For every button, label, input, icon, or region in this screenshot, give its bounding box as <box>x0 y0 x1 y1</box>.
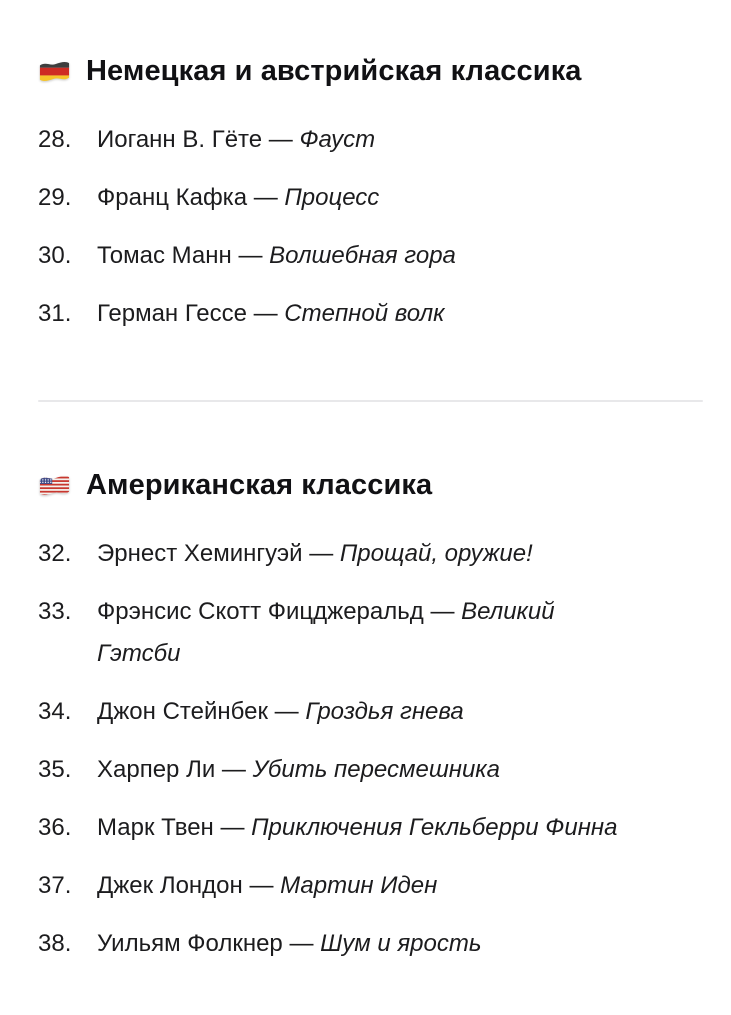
book-list <box>38 119 703 335</box>
item-title: Мартин Иден <box>280 872 438 899</box>
list-item <box>38 807 703 849</box>
item-separator: — <box>274 698 299 725</box>
item-text <box>97 807 703 849</box>
item-title: Волшебная гора <box>269 242 456 269</box>
section <box>38 54 703 335</box>
list-item <box>38 591 703 675</box>
item-author: Герман Гессе <box>97 300 247 327</box>
list-item <box>38 749 703 791</box>
item-separator: — <box>221 756 246 783</box>
item-text <box>97 749 703 791</box>
item-title: Приключения Гекльберри Финна <box>251 814 618 841</box>
list-item <box>38 533 703 575</box>
item-number: 34. <box>38 698 72 725</box>
item-number: 31. <box>38 300 72 327</box>
list-item <box>38 691 703 733</box>
sections-container <box>38 54 703 965</box>
item-separator: — <box>249 872 274 899</box>
list-item <box>38 923 703 965</box>
item-text <box>97 591 587 675</box>
item-author: Фрэнсис Скотт Фицджеральд <box>97 598 424 625</box>
item-number: 33. <box>38 598 72 625</box>
item-text <box>97 177 703 219</box>
item-author: Эрнест Хемингуэй <box>97 540 303 567</box>
item-text <box>97 865 703 907</box>
item-text <box>97 691 703 733</box>
list-item <box>38 177 703 219</box>
item-number: 38. <box>38 930 72 957</box>
item-title: Шум и ярость <box>320 930 482 957</box>
list-item <box>38 235 703 277</box>
item-number: 29. <box>38 184 72 211</box>
item-number: 28. <box>38 126 72 153</box>
item-separator: — <box>268 126 293 153</box>
item-separator: — <box>309 540 334 567</box>
item-text <box>97 119 703 161</box>
item-text <box>97 293 703 335</box>
section-divider <box>38 400 703 402</box>
item-separator: — <box>220 814 245 841</box>
item-author: Томас Манн <box>97 242 232 269</box>
item-author: Франц Кафка <box>97 184 248 211</box>
item-title: Фауст <box>299 126 376 153</box>
item-title: Степной волк <box>284 300 445 327</box>
item-author: Марк Твен <box>97 814 214 841</box>
item-number: 30. <box>38 242 72 269</box>
item-separator: — <box>238 242 263 269</box>
item-author: Харпер Ли <box>97 756 216 783</box>
item-number: 32. <box>38 540 72 567</box>
section-header <box>38 468 703 502</box>
list-item <box>38 293 703 335</box>
item-separator: — <box>430 598 455 625</box>
list-item <box>38 865 703 907</box>
item-title: Процесс <box>284 184 380 211</box>
item-separator: — <box>289 930 314 957</box>
item-title: Великий Гэтсби <box>97 598 555 667</box>
item-text <box>97 923 703 965</box>
item-number: 37. <box>38 872 72 899</box>
item-author: Уильям Фолкнер <box>97 930 283 957</box>
section-title: Американская классика <box>86 469 433 501</box>
item-text <box>97 533 703 575</box>
item-text <box>97 235 703 277</box>
list-item <box>38 119 703 161</box>
usa-flag-icon <box>38 472 71 498</box>
section-header <box>38 54 703 88</box>
item-title: Гроздья гнева <box>305 698 464 725</box>
section-title: Немецкая и австрийская классика <box>86 55 582 87</box>
section <box>38 468 703 965</box>
item-separator: — <box>253 184 278 211</box>
item-author: Иоганн В. Гёте <box>97 126 263 153</box>
item-number: 36. <box>38 814 72 841</box>
item-title: Убить пересмешника <box>252 756 500 783</box>
germany-flag-icon <box>38 58 71 84</box>
item-author: Джек Лондон <box>97 872 243 899</box>
item-title: Прощай, оружие! <box>339 540 533 567</box>
item-number: 35. <box>38 756 72 783</box>
book-list <box>38 533 703 965</box>
item-separator: — <box>253 300 278 327</box>
item-author: Джон Стейнбек <box>97 698 268 725</box>
